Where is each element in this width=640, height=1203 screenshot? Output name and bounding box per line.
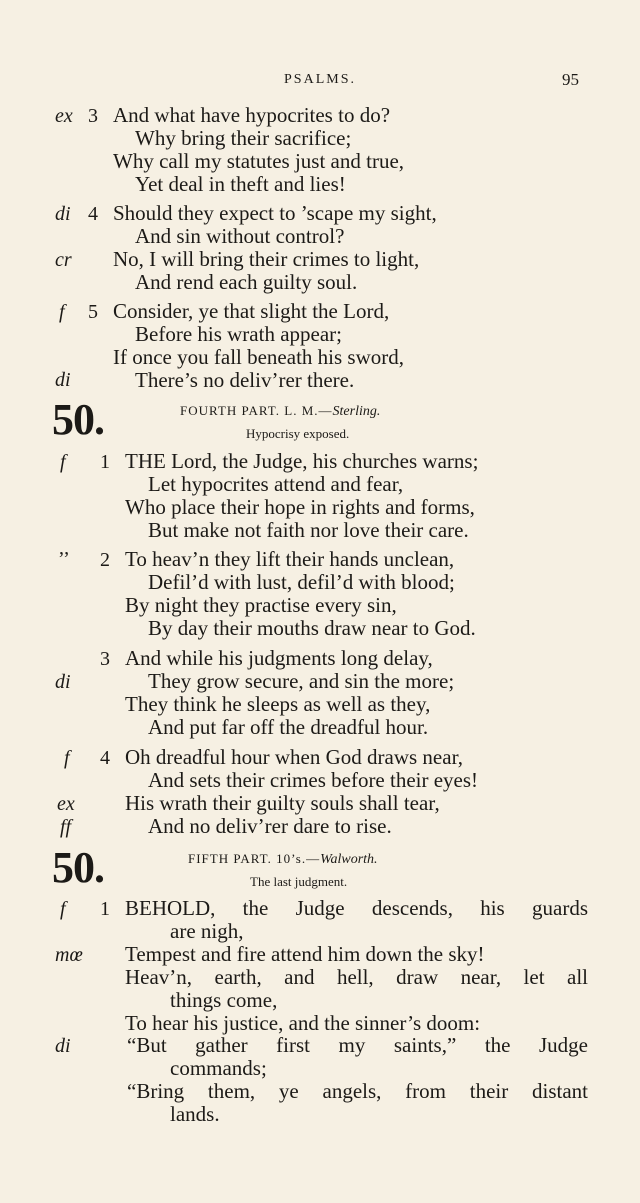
dynamic-mark: ex (57, 793, 75, 815)
meter-label: 10’s.— (276, 851, 321, 866)
hymn-line: Consider, ye that slight the Lord, (113, 299, 390, 323)
hymn-line: And no deliv’rer dare to rise. (148, 814, 392, 838)
part-label: FIFTH PART. (188, 851, 272, 866)
dynamic-mark: f (60, 898, 66, 920)
hymn-line: Should they expect to ’scape my sight, (113, 201, 437, 225)
section-heading (188, 851, 378, 868)
hymn-line: They think he sleeps as well as they, (125, 692, 431, 716)
hymn-number: 50. (52, 843, 104, 892)
page-number: 95 (562, 70, 579, 89)
dynamic-mark: f (64, 747, 70, 769)
hymn-line: There’s no deliv’rer there. (135, 368, 355, 392)
dynamic-mark: ff (60, 816, 72, 838)
hymn-line: Heav’n, earth, and hell, draw near, let all (125, 965, 588, 989)
verse-number: 4 (88, 203, 98, 225)
hymn-line: And rend each guilty soul. (135, 270, 358, 294)
hymn-line: things come, (170, 988, 278, 1012)
hymn-line: And put far off the dreadful hour. (148, 715, 429, 739)
hymn-line: And sets their crimes before their eyes! (148, 768, 479, 792)
meter-label: L. M.— (284, 403, 333, 418)
verse-number: 3 (88, 105, 98, 127)
dynamic-mark: f (60, 451, 66, 473)
hymn-line: Why bring their sacrifice; (135, 126, 352, 150)
section-subtitle: The last judgment. (250, 874, 348, 889)
hymn-line: Defil’d with lust, defil’d with blood; (148, 570, 455, 594)
hymn-line: “Bring them, ye angels, from their distant (127, 1079, 588, 1103)
dynamic-mark: di (55, 671, 71, 693)
section-heading (180, 403, 380, 420)
hymn-line: His wrath their guilty souls shall tear, (125, 791, 440, 815)
hymn-line: By day their mouths draw near to God. (148, 616, 476, 640)
hymn-line: Who place their hope in rights and forms, (125, 495, 475, 519)
hymn-line: Before his wrath appear; (135, 322, 342, 346)
hymn-line: But make not faith nor love their care. (148, 518, 469, 542)
hymn-line: Oh dreadful hour when God draws near, (125, 745, 463, 769)
hymn-line: are nigh, (170, 919, 244, 943)
section-subtitle: Hypocrisy exposed. (246, 426, 350, 441)
part-label: FOURTH PART. (180, 403, 281, 418)
hymn-line: They grow secure, and sin the more; (148, 669, 455, 693)
hymn-line: BEHOLD, the Judge descends, his guards (125, 896, 588, 920)
hymn-line: THE Lord, the Judge, his churches warns; (125, 449, 479, 473)
hymn-line: Tempest and fire attend him down the sky! (125, 942, 485, 966)
hymn-number: 50. (52, 395, 104, 444)
hymn-line: And sin without control? (135, 224, 345, 248)
hymn-line: Let hypocrites attend and fear, (148, 472, 404, 496)
dynamic-mark: di (55, 369, 71, 391)
hymn-line: If once you fall beneath his sword, (113, 345, 404, 369)
hymn-line: Yet deal in theft and lies! (135, 172, 346, 196)
verse-number: 1 (100, 451, 110, 473)
dynamic-mark: ex (55, 105, 73, 127)
quote-mark: ’’ (58, 548, 70, 570)
verse-number: 4 (100, 747, 110, 769)
hymn-line: By night they practise every sin, (125, 593, 397, 617)
hymn-line: commands; (170, 1056, 267, 1080)
hymn-line: And while his judgments long delay, (125, 646, 433, 670)
tune-name: Walworth. (320, 852, 378, 867)
dynamic-mark: cr (55, 249, 72, 271)
hymn-line: Why call my statutes just and true, (113, 149, 405, 173)
verse-number: 2 (100, 549, 110, 571)
verse-number: 3 (100, 648, 110, 670)
verse-number: 5 (88, 301, 98, 323)
tune-name: Sterling. (332, 404, 381, 419)
running-header: PSALMS. (284, 72, 356, 87)
dynamic-mark: di (55, 1035, 71, 1057)
verse-number: 1 (100, 898, 110, 920)
hymn-line: No, I will bring their crimes to light, (113, 247, 420, 271)
hymn-line: And what have hypocrites to do? (113, 103, 391, 127)
hymn-line: To hear his justice, and the sinner’s doom: (125, 1011, 481, 1035)
hymn-line: “But gather first my saints,” the Judge (127, 1033, 588, 1057)
dynamic-mark: di (55, 203, 71, 225)
dynamic-mark: mœ (55, 944, 83, 966)
hymn-line: lands. (170, 1102, 220, 1126)
hymn-line: To heav’n they lift their hands unclean, (125, 547, 455, 571)
dynamic-mark: f (59, 301, 65, 323)
